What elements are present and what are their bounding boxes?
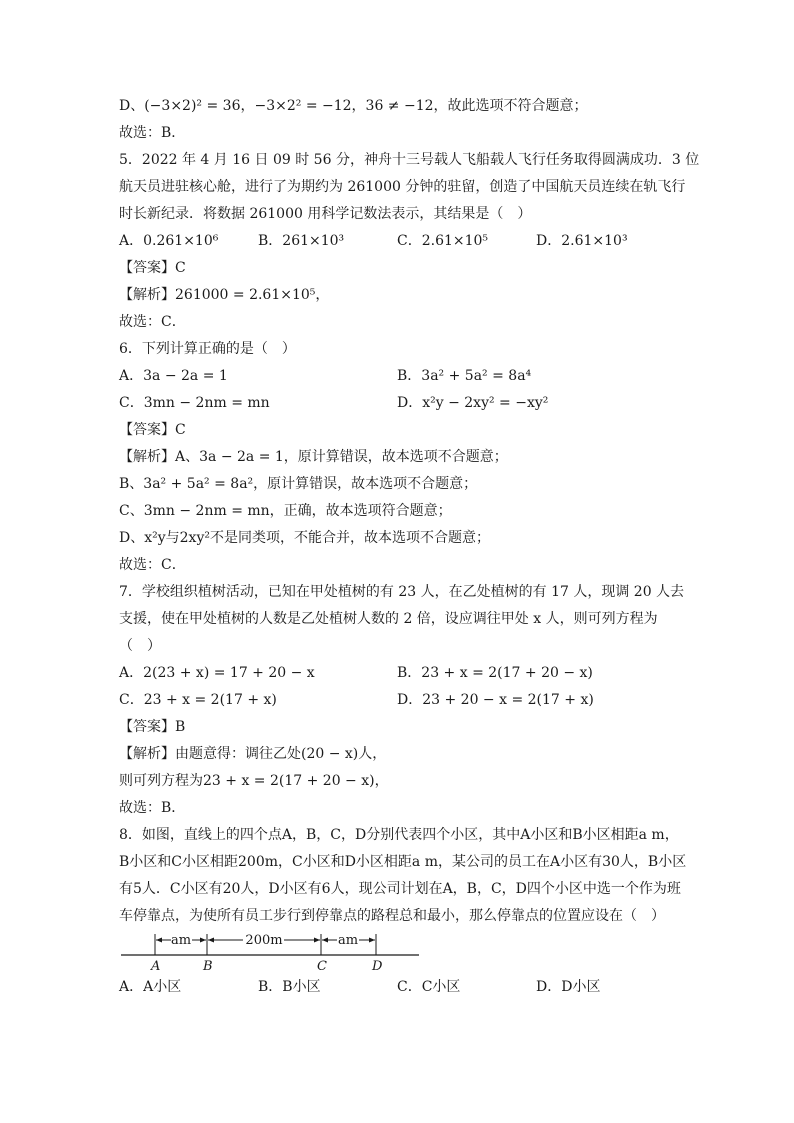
seg-ab-label: am <box>170 933 192 948</box>
q5-stem-line-1: 5．2022 年 4 月 16 日 09 时 56 分，神舟十三号载人飞船载人飞行任务取得圆满成功．3 位 <box>119 152 700 168</box>
point-a-label: A <box>151 959 161 974</box>
q8-option-c: C．C小区 <box>397 979 461 995</box>
point-c-label: C <box>317 959 327 974</box>
q6-option-d: D．x²y − 2xy² = −xy² <box>397 395 549 411</box>
arrow-cd-right <box>369 938 375 943</box>
q5-option-a: A．0.261×10⁶ <box>119 233 219 249</box>
point-b-label: B <box>203 959 213 974</box>
q5-option-d: D．2.61×10³ <box>536 233 628 249</box>
arrow-ab-left <box>156 938 162 943</box>
prev-choose: 故选：B． <box>119 125 186 141</box>
q6-analysis-d: D、x²y与2xy²不是同类项，不能合并，故本选项不合题意； <box>119 530 490 546</box>
arrow-bc-left <box>208 938 214 943</box>
q6-analysis-b: B、3a² + 5a² = 8a²，原计算错误，故本选项不合题意； <box>119 476 478 492</box>
seg-bc-label: 200m <box>245 933 283 948</box>
q5-stem-line-2: 航天员进驻核心舱，进行了为期约为 261000 分钟的驻留，创造了中国航天员连续在轨飞行 <box>119 179 686 195</box>
q7-option-a: A．2(23 + x) = 17 + 20 − x <box>119 665 315 681</box>
q5-stem-line-3: 时长新纪录．将数据 261000 用科学记数法表示，其结果是（ ） <box>119 206 532 222</box>
q7-option-d: D．23 + 20 − x = 2(17 + x) <box>397 692 594 708</box>
q7-options-row-1 <box>119 660 679 687</box>
q6-options-row-2 <box>119 390 679 417</box>
q6-option-a: A．3a − 2a = 1 <box>119 368 228 384</box>
q6-option-b: B．3a² + 5a² = 8a⁴ <box>397 368 532 384</box>
q6-choose: 故选：C． <box>119 557 186 573</box>
q7-option-b: B．23 + x = 2(17 + 20 − x) <box>397 665 593 681</box>
q7-answer: 【答案】B <box>119 719 186 735</box>
q8-option-b: B．B小区 <box>258 979 321 995</box>
q6-analysis-a: 【解析】A、3a − 2a = 1，原计算错误，故本选项不合题意； <box>119 449 508 465</box>
number-line-figure <box>119 930 679 974</box>
q8-stem-line-2: B小区和C小区相距200m，C小区和D小区相距a m，某公司的员工在A小区有30人，B小区 <box>119 854 687 870</box>
arrow-cd-left <box>322 938 328 943</box>
number-line-svg <box>119 930 439 974</box>
q7-options-row-2 <box>119 687 679 714</box>
q5-analysis: 【解析】261000 = 2.61×10⁵， <box>119 287 330 303</box>
q8-option-a: A．A小区 <box>119 979 182 995</box>
q6-stem: 6．下列计算正确的是（ ） <box>119 341 296 357</box>
q7-stem-line-2: 支援，使在甲处植树的人数是乙处植树人数的 2 倍，设应调往甲处 x 人，则可列方程为 <box>119 611 658 627</box>
seg-cd-label: am <box>337 933 359 948</box>
q7-choose: 故选：B． <box>119 800 186 816</box>
q7-analysis-1: 【解析】由题意得：调往乙处(20 − x)人， <box>119 746 387 762</box>
q6-analysis-c: C、3mn − 2nm = mn，正确，故本选项符合题意； <box>119 503 452 519</box>
arrow-bc-right <box>314 938 320 943</box>
q8-stem-line-3: 有5人．C小区有20人，D小区有6人，现公司计划在A，B，C，D四个小区中选一个作为班 <box>119 881 681 897</box>
q7-stem-line-3: （ ） <box>119 638 161 654</box>
q5-option-b: B．261×10³ <box>258 233 345 249</box>
q5-options <box>119 228 679 255</box>
q6-options-row-1 <box>119 363 679 390</box>
prev-option-d-analysis: D、(−3×2)² = 36，−3×2² = −12，36 ≠ −12，故此选项不符合题意； <box>119 98 588 114</box>
q5-answer: 【答案】C <box>119 260 186 276</box>
q6-answer: 【答案】C <box>119 422 186 438</box>
q7-option-c: C．23 + x = 2(17 + x) <box>119 692 277 708</box>
q7-analysis-2: 则可列方程为23 + x = 2(17 + 20 − x)， <box>119 773 389 789</box>
q8-stem-line-4: 车停靠点，为使所有员工步行到停靠点的路程总和最小，那么停靠点的位置应设在（ ） <box>119 908 665 924</box>
page-content <box>119 93 700 1001</box>
q5-choose: 故选：C． <box>119 314 186 330</box>
q6-option-c: C．3mn − 2nm = mn <box>119 395 270 411</box>
q5-option-c: C．2.61×10⁵ <box>397 233 489 249</box>
q8-stem-line-1: 8．如图，直线上的四个点A，B，C，D分别代表四个小区，其中A小区和B小区相距a m， <box>119 827 679 843</box>
arrow-ab-right <box>200 938 206 943</box>
q8-option-d: D．D小区 <box>536 979 601 995</box>
q7-stem-line-1: 7．学校组织植树活动，已知在甲处植树的有 23 人，在乙处植树的有 17 人，现调 20 人去 <box>119 584 685 600</box>
point-d-label: D <box>372 959 383 974</box>
q8-options <box>119 974 679 1001</box>
